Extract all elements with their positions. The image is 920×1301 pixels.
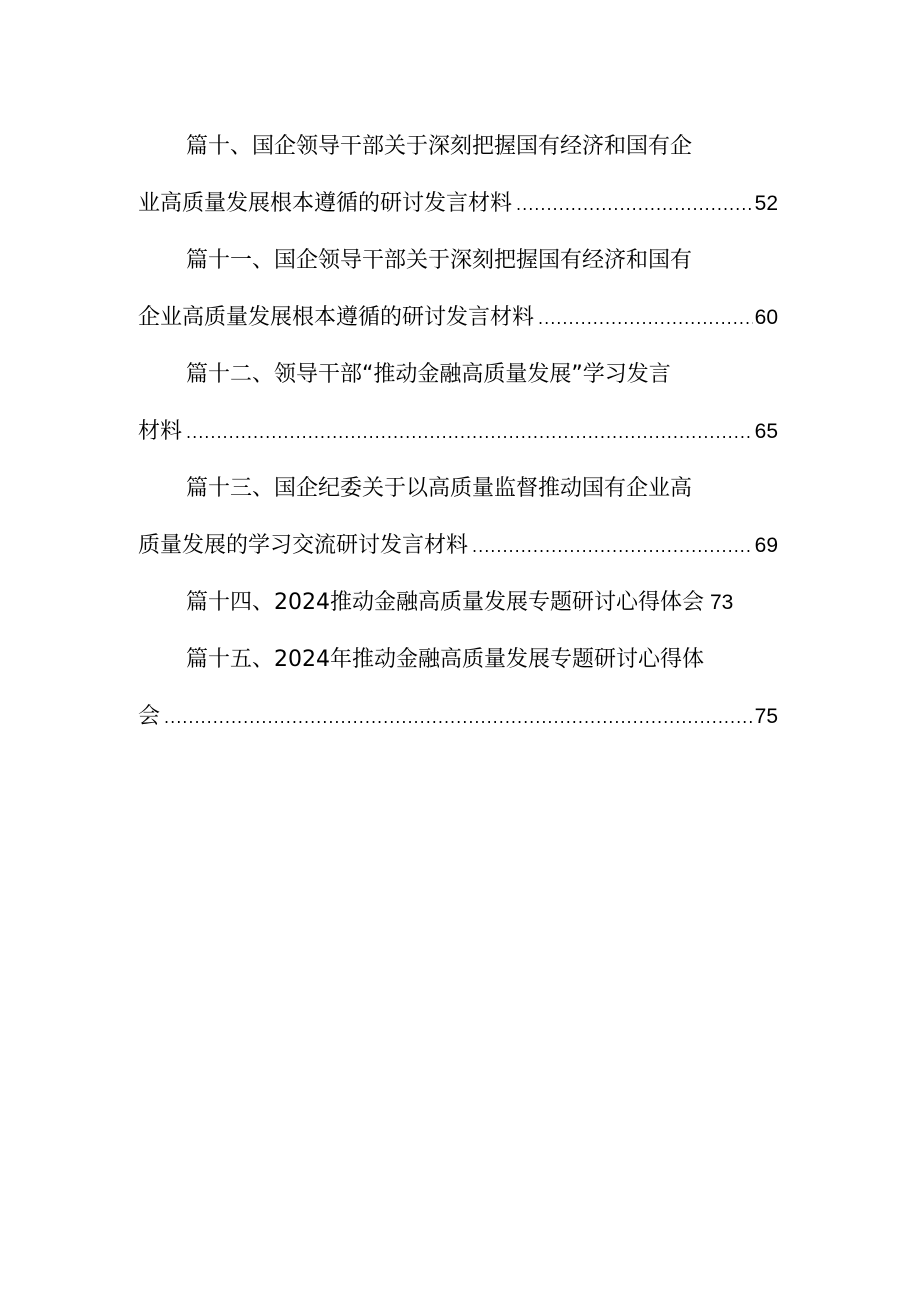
dot-leader [472,518,753,574]
toc-entry-title: 篇十四、2024推动金融高质量发展专题研讨心得体会 [186,590,704,615]
toc-entry-10-line1 [138,118,778,175]
toc-entry-10-line2[interactable] [138,175,778,232]
toc-entry-12-line1 [138,346,778,403]
dot-leader [186,404,753,460]
toc-page-number: 65 [754,420,778,443]
table-of-contents [138,118,778,745]
toc-entry-title: 篇十三、国企纪委关于以高质量监督推动国有企业高 [186,476,693,501]
toc-entry-title: 篇十二、领导干部“推动金融高质量发展”学习发言 [186,362,671,387]
toc-page-number: 69 [754,534,778,557]
toc-entry-title: 篇十五、2024年推动金融高质量发展专题研讨心得体 [186,647,704,672]
toc-page-number: 52 [754,192,778,215]
toc-page-number: 75 [754,705,778,728]
toc-entry-12-line2[interactable] [138,403,778,460]
toc-entry-title: 篇十一、国企领导干部关于深刻把握国有经济和国有 [186,248,693,273]
toc-entry-11-line1 [138,232,778,289]
toc-entry-title: 企业高质量发展根本遵循的研讨发言材料 [138,305,535,330]
dot-leader [516,176,753,232]
dot-leader [538,290,753,346]
toc-entry-11-line2[interactable] [138,289,778,346]
toc-page-number: 73 [710,591,734,614]
toc-entry-title: 业高质量发展根本遵循的研讨发言材料 [138,191,513,216]
toc-entry-15-line2[interactable] [138,688,778,745]
toc-entry-title: 材料 [138,419,183,444]
toc-entry-15-line1 [138,631,778,688]
toc-entry-14[interactable] [138,574,778,631]
dot-leader [164,689,753,745]
toc-entry-13-line1 [138,460,778,517]
toc-entry-title: 篇十、国企领导干部关于深刻把握国有经济和国有企 [186,134,693,159]
toc-entry-13-line2[interactable] [138,517,778,574]
toc-page-number: 60 [754,306,778,329]
toc-entry-title: 质量发展的学习交流研讨发言材料 [138,533,469,558]
toc-entry-title: 会 [138,704,161,729]
